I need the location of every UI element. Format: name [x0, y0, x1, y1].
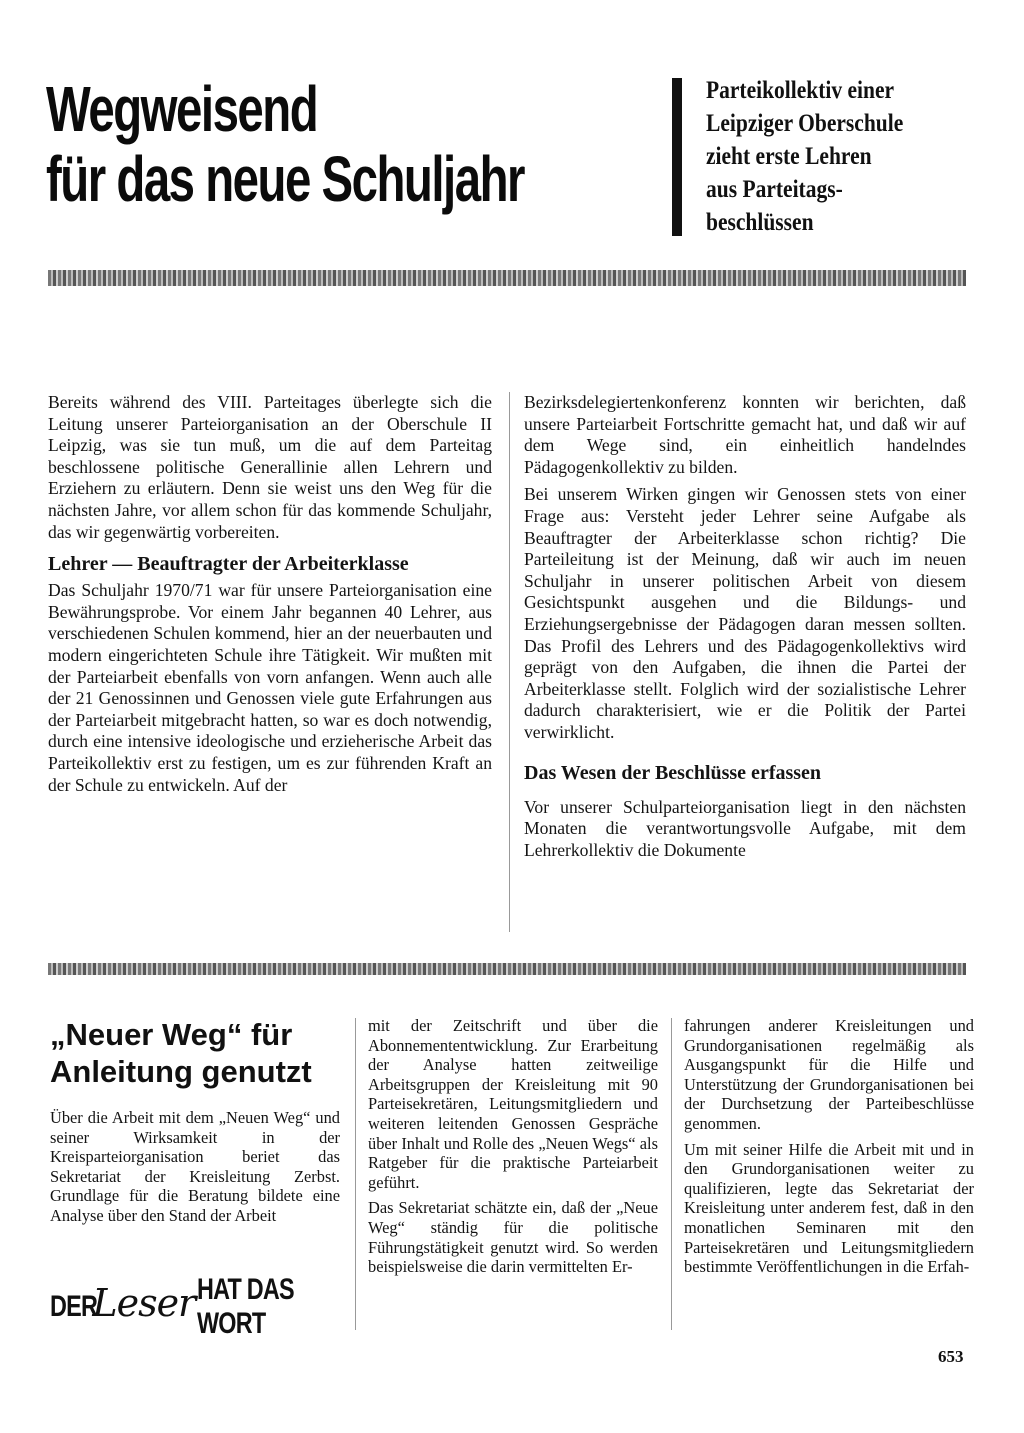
header-rule — [48, 270, 966, 286]
letter-paragraph: Um mit seiner Hilfe die Arbeit mit und in den Grundorganisationen weiter zu qualifizieren, legte das Sekretariat der Kreisleitung unter anderem fest, daß in den monatlichen Seminaren mit den Parteisekretären und Leitungsmitgliedern bestimmte Veröffentlichungen in die Erfah- — [684, 1139, 974, 1277]
letter-column-1 — [50, 1108, 340, 1226]
letter-paragraph: fahrungen anderer Kreisleitungen und Grundorganisationen regelmäßig als Ausgangspunkt für die Hilfe und Unterstützung der Grundorganisationen bei der Durchsetzung der Parteibeschlüsse genommen. — [684, 1016, 974, 1133]
article-title-line2: für das neue Schuljahr — [46, 143, 524, 215]
section-rule — [48, 963, 966, 975]
article-subheading: Lehrer — Beauftragter der Arbeiterklasse — [48, 553, 409, 576]
letter-headline — [50, 1016, 350, 1090]
article-deck — [706, 74, 955, 239]
article-column-2 — [524, 392, 966, 861]
deck-line: aus Parteitags- — [706, 176, 843, 203]
column-separator — [509, 392, 510, 932]
page-number: 653 — [938, 1347, 964, 1366]
letter-column-2 — [368, 1016, 658, 1277]
article-title-line1: Wegweisend — [46, 73, 318, 145]
letter-paragraph: mit der Zeitschrift und über die Abonnemententwicklung. Zur Erarbeitung der Analyse hatten zeitweilige Arbeitsgruppen der Kreisleitung mit 90 Parteisekretären, Leitungsmitgliedern und weiteren leitenden Genossen Gespräche über Inhalt und Rolle des „Neuen Wegs“ als Ratgeber für die praktische Parteiarbeit geführt. — [368, 1016, 658, 1192]
deck-line: Leipziger Oberschule — [706, 110, 904, 137]
letter-headline-line1: „Neuer Weg“ für — [50, 1017, 293, 1052]
column-separator — [355, 1018, 356, 1330]
rubric-leser-script: Leser — [92, 1281, 196, 1325]
letter-paragraph: Über die Arbeit mit dem „Neuen Weg“ und seiner Wirksamkeit in der Kreisparteiorganisation beriet das Sekretariat der Kreisleitung Zerbst. Grundlage für die Beratung bildete eine Analyse über den Stand der Arbeit — [50, 1108, 340, 1225]
article-column-1 — [48, 392, 492, 796]
article-paragraph: Bezirksdelegiertenkonferenz konnten wir berichten, daß unsere Parteiarbeit Fortschritte gemacht hat, und daß wir auf dem Wege sind, ein einheitlich handelndes Pädagogenkollektiv zu bilden. — [524, 392, 966, 477]
rubric-hat-das-wort: HAT DAS WORT — [197, 1273, 295, 1340]
letter-headline-line2: Anleitung genutzt — [50, 1054, 312, 1089]
deck-line: beschlüssen — [706, 209, 814, 236]
letter-column-3 — [684, 1016, 974, 1277]
letter-paragraph: Das Sekretariat schätzte ein, daß der „Neue Weg“ ständig für die politische Führungstätigkeit genutzt wird. So werden beispielsweise die darin vermittelten Er- — [368, 1198, 658, 1277]
article-paragraph: Bereits während des VIII. Parteitages überlegte sich die Leitung unserer Parteiorganisation an der Oberschule II Leipzig, was sie tun muß, um die auf dem Parteitag beschlossene politische Generallinie allen Lehrern und Erziehern zu erläutern. Denn sie weist uns den Weg für die nächsten Jahre, vor allem schon für das kommende Schuljahr, das wir gegenwärtig vorbereiten. — [48, 392, 492, 542]
article-subheading: Das Wesen der Beschlüsse erfassen — [524, 761, 822, 784]
deck-line: Parteikollektiv einer — [706, 77, 895, 104]
article-paragraph: Bei unserem Wirken gingen wir Genossen stets von einer Frage aus: Versteht jeder Lehrer seine Aufgabe als Beauftragter der Arbeiterklasse schon richtig? Die Parteileitung ist der Meinung, daß wir auch im neuen Schuljahr in unserer politischen Arbeit von diesem Gesichtspunkt ausgehen und die Bildungs- und Erziehungsergebnisse der Pädagogen daran messen sollten. Das Profil des Lehrers und des Pädagogenkollektivs wird geprägt von den Aufgaben, die ihnen die Partei der Arbeiterklasse stellt. Folglich wird der sozialistische Lehrer dadurch charakterisiert, wie er die Politik der Partei verwirklicht. — [524, 484, 966, 742]
column-separator — [671, 1018, 672, 1330]
rubric-der: DER — [50, 1290, 98, 1323]
article-title — [46, 73, 524, 215]
article-paragraph: Das Schuljahr 1970/71 war für unsere Parteiorganisation eine Bewährungsprobe. Vor einem Jahr begannen 40 Lehrer, aus verschiedenen Schulen kommend, hier an der neuerbauten und modern eingerichteten Schule ihre Tätigkeit. Wir mußten mit der Parteiarbeit ebenfalls von vorn anfangen. Wenn auch alle der 21 Genossinnen und Genossen viele gute Erfahrungen aus der Parteiarbeit mitgebracht hatten, so war es doch notwendig, durch eine intensive ideologische und erzieherische Arbeit das Parteikollektiv erst zu festigen, um es zur führenden Kraft an der Schule zu entwickeln. Auf der — [48, 580, 492, 795]
reader-rubric-logo — [50, 1273, 340, 1340]
deck-line: zieht erste Lehren — [706, 143, 872, 170]
article-paragraph: Vor unserer Schulparteiorganisation liegt in den nächsten Monaten die verantwortungsvolle Aufgabe, mit dem Lehrerkollektiv die Dokumente — [524, 796, 966, 860]
title-divider-bar — [672, 78, 682, 236]
